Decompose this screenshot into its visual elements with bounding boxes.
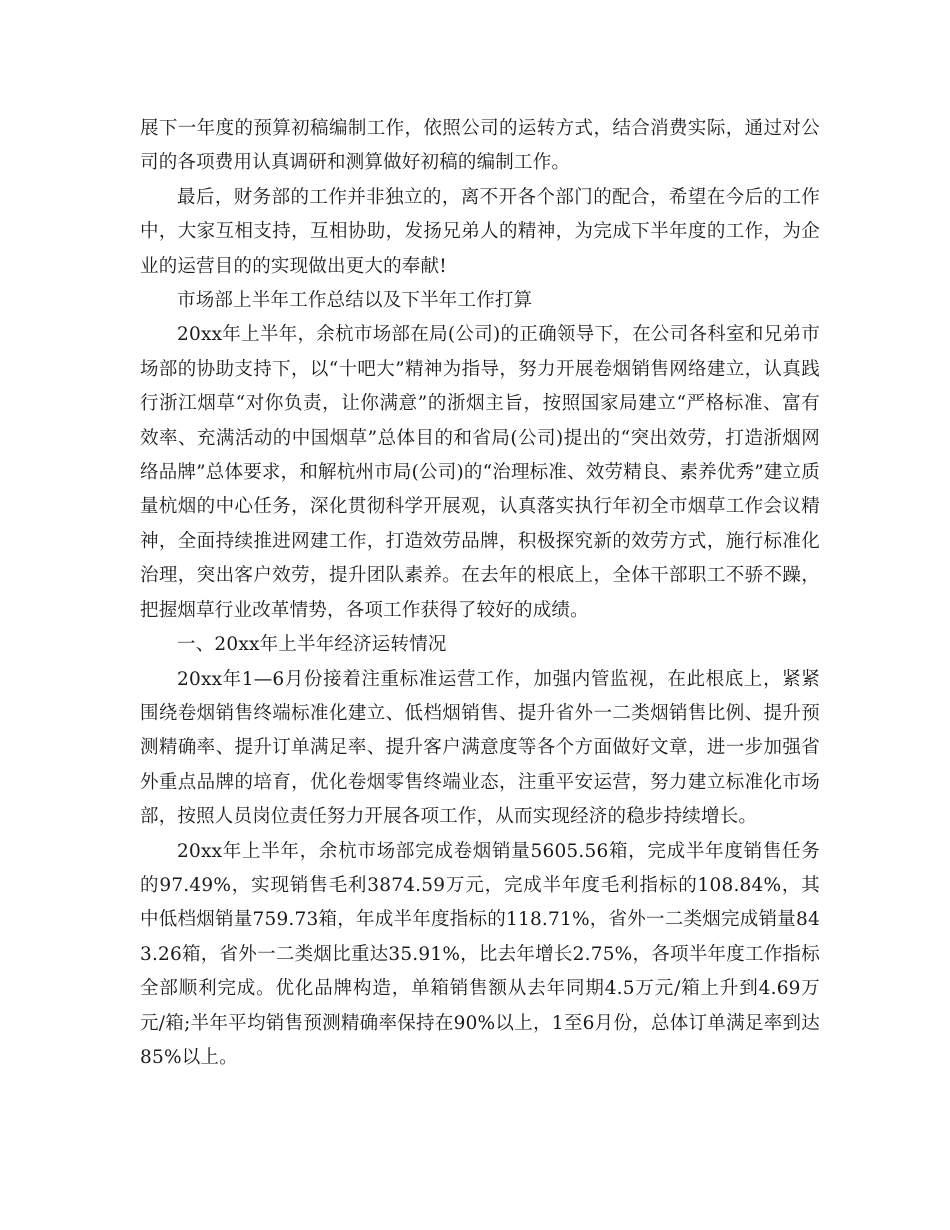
paragraph-budget-continuation: 展下一年度的预算初稿编制工作，依照公司的运转方式，结合消费实际，通过对公司的各项费用认真调研和测算做好初稿的编制工作。 bbox=[140, 118, 820, 174]
paragraph-finance-closing: 最后，财务部的工作并非独立的，离不开各个部门的配合，希望在今后的工作中，大家互相支持，互相协助，发扬兄弟人的精神，为完成下半年度的工作，为企业的运营目的的实现做出更大的奉献! bbox=[140, 186, 820, 277]
section-title-market-summary: 市场部上半年工作总结以及下半年工作打算 bbox=[177, 290, 533, 312]
paragraph-market-intro: 20xx年上半年，余杭市场部在局(公司)的正确领导下，在公司各科室和兄弟市场部的协助支持下，以“十吧大”精神为指导，努力开展卷烟销售网络建立，认真践行浙江烟草“对你负责，让你满意”的浙烟主旨，按照国家局建立“严格标准、富有效率、充满活动的中国烟草”总体目的和省局(公司)提出的“突出效劳，打造浙烟网络品牌”总体要求，和解杭州市局(公司)的“治理标准、效劳精良、素养优秀”建立质量杭烟的中心任务，深化贯彻科学开展观，认真落实执行年初全市烟草工作会议精神，全面持续推进网建工作，打造效劳品牌，积极探究新的效劳方式，施行标准化治理，突出客户效劳，提升团队素养。在去年的根底上，全体干部职工不骄不躁，把握烟草行业改革情势，各项工作获得了较好的成绩。 bbox=[140, 324, 820, 621]
paragraph-sales-figures: 20xx年上半年，余杭市场部完成卷烟销量5605.56箱，完成半年度销售任务的97.49%，实现销售毛利3874.59万元，完成半年度毛利指标的108.84%，其中低档烟销量759.73箱，年成半年度指标的118.71%，省外一二类烟完成销量843.26箱，省外一二类烟比重达35.91%，比去年增长2.75%，各项半年度工作指标全部顺利完成。优化品牌构造，单箱销售额从去年同期4.5万元/箱上升到4.69万元/箱;半年平均销售预测精确率保持在90%以上，1至6月份，总体订单满足率到达85%以上。 bbox=[140, 840, 820, 1068]
heading-economic-operation: 一、20xx年上半年经济运转情况 bbox=[177, 634, 447, 656]
paragraph-operations-jan-jun: 20xx年1—6月份接着注重标准运营工作，加强内管监视，在此根底上，紧紧围绕卷烟销售终端标准化建立、低档烟销售、提升省外一二类烟销售比例、提升预测精确率、提升订单满足率、提升客户满意度等各个方面做好文章，进一步加强省外重点品牌的培育，优化卷烟零售终端业态，注重平安运营，努力建立标准化市场部，按照人员岗位责任努力开展各项工作，从而实现经济的稳步持续增长。 bbox=[140, 668, 820, 828]
document-body bbox=[140, 112, 820, 1075]
